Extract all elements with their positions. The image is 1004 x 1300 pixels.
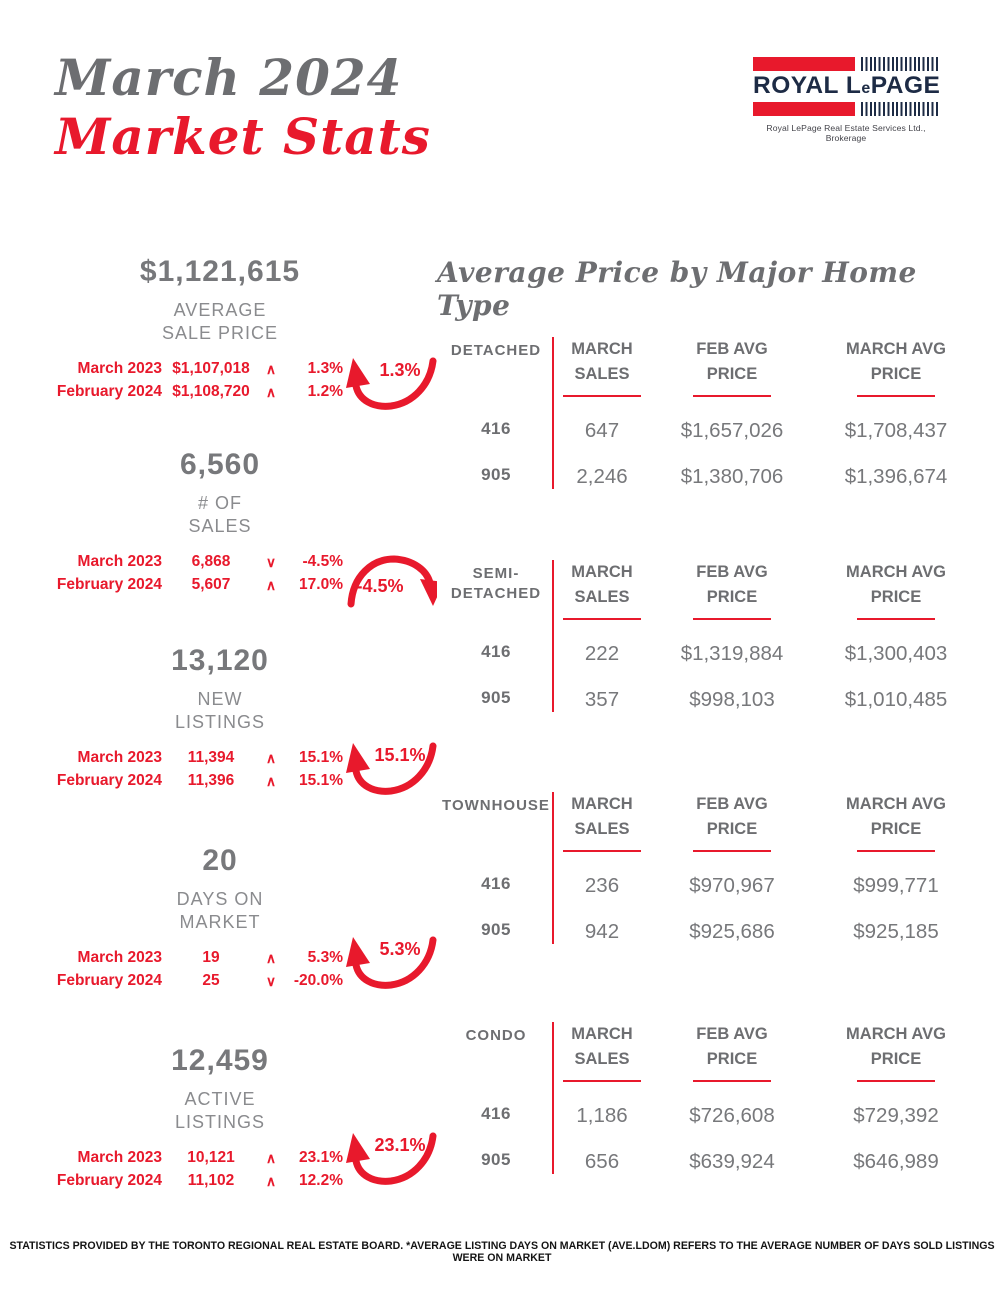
march-avg-price: $1,010,485 [844, 687, 948, 711]
march-sales: 357 [584, 687, 620, 711]
stat-number-of-sales [30, 448, 410, 594]
table-grid [440, 335, 985, 489]
chevron-down-icon: ∨ [265, 554, 277, 570]
compare-value: 10,121 [187, 1149, 235, 1166]
header-line1: FEB AVG [696, 563, 768, 581]
header-line1: FEB AVG [696, 1025, 768, 1043]
stat-label-line2: SALES [188, 515, 252, 536]
compare-period: February 2024 [56, 576, 162, 593]
stat-label-line1: DAYS ON [176, 889, 264, 909]
header-line1: FEB AVG [696, 340, 768, 358]
home-type-label [440, 335, 552, 361]
compare-value: 11,394 [187, 749, 235, 766]
compare-percent: -4.5% [302, 553, 343, 570]
trend-down-arrow-icon [345, 552, 437, 612]
compare-percent: 1.3% [307, 360, 343, 377]
stat-new-listings [30, 644, 426, 790]
column-header-march-sales [552, 1020, 652, 1082]
header-line2: SALES [574, 1049, 630, 1068]
march-sales: 942 [584, 919, 620, 943]
stat-value: 13,120 [171, 644, 269, 677]
logo-stripes-icon [861, 102, 939, 116]
compare-value: 6,868 [191, 553, 231, 570]
logo-bottom-bar [753, 102, 939, 116]
compare-percent: -20.0% [293, 972, 343, 989]
trend-up-arrow-icon [345, 1130, 437, 1190]
stat-label-line2: SALE PRICE [161, 322, 279, 343]
compare-value: 19 [202, 949, 220, 966]
compare-percent: 17.0% [299, 576, 343, 593]
table-grid [440, 1020, 985, 1174]
header-line2: PRICE [870, 819, 922, 838]
chevron-up-icon: ∧ [265, 384, 277, 400]
logo-word-l: L [845, 72, 862, 99]
feb-avg-price: $639,924 [689, 1149, 775, 1173]
column-header-feb-avg-price [652, 335, 812, 397]
logo-red-bar [753, 57, 855, 71]
march-sales: 222 [584, 641, 620, 665]
header-line2: PRICE [870, 587, 922, 606]
feb-avg-price: $970,967 [689, 873, 775, 897]
chevron-up-icon: ∧ [265, 1173, 277, 1189]
column-header-march-sales [552, 558, 652, 620]
stat-days-on-market [30, 844, 421, 990]
march-avg-price: $1,396,674 [844, 464, 948, 488]
header-line1: MARCH [571, 563, 633, 581]
stat-label [30, 1088, 410, 1133]
header-line1: MARCH [571, 1025, 633, 1043]
logo-top-bar [753, 57, 939, 71]
table-grid [440, 790, 985, 944]
logo-tagline: Royal LePage Real Estate Services Ltd., Brokerage [766, 123, 926, 143]
march-avg-price: $1,708,437 [844, 418, 948, 442]
compare-percent: 15.1% [299, 749, 343, 766]
compare-percent: 12.2% [299, 1172, 343, 1189]
header-line2: SALES [574, 587, 630, 606]
march-avg-price: $999,771 [853, 873, 939, 897]
stat-label [30, 888, 410, 933]
home-type-line1: DETACHED [450, 342, 542, 359]
compare-period: March 2023 [77, 949, 162, 966]
trend-percent-label: 15.1% [374, 745, 426, 765]
area-code: 905 [481, 919, 511, 939]
header-line1: MARCH [571, 795, 633, 813]
trend-up-arrow-icon [345, 934, 437, 994]
home-type-label [440, 558, 552, 605]
column-header-march-avg-price [812, 335, 980, 397]
footer-disclaimer: STATISTICS PROVIDED BY THE TORONTO REGIONAL REAL ESTATE BOARD. *AVERAGE LISTING DAYS ON MARKET (AVE.LDOM) REFERS TO THE AVERAGE NUMBER OF DAYS SOLD LISTINGS WERE ON MARKET [9, 1240, 995, 1264]
header-line2: PRICE [706, 587, 758, 606]
compare-percent: 23.1% [299, 1149, 343, 1166]
trend-percent-label: -4.5% [356, 576, 404, 596]
feb-avg-price: $1,319,884 [680, 641, 784, 665]
home-type-label [440, 1020, 552, 1046]
chevron-up-icon: ∧ [265, 750, 277, 766]
stat-label-line1: AVERAGE [173, 300, 267, 320]
column-header-feb-avg-price [652, 558, 812, 620]
march-avg-price: $646,989 [853, 1149, 939, 1173]
trend-percent-label: 23.1% [374, 1135, 426, 1155]
trend-up-arrow-icon [345, 740, 437, 800]
march-sales: 656 [584, 1149, 620, 1173]
header-line2: PRICE [706, 819, 758, 838]
march-avg-price: $1,300,403 [844, 641, 948, 665]
march-sales: 647 [584, 418, 620, 442]
home-type-line1: CONDO [465, 1027, 527, 1044]
area-code: 416 [481, 641, 511, 661]
stat-active-listings [30, 1044, 426, 1190]
home-type-line2: DETACHED [450, 585, 542, 603]
area-code: 905 [481, 464, 511, 484]
header-line2: PRICE [706, 364, 758, 383]
compare-period: February 2024 [56, 383, 162, 400]
feb-avg-price: $1,380,706 [680, 464, 784, 488]
header-line1: MARCH [571, 340, 633, 358]
column-header-march-sales [552, 335, 652, 397]
royal-lepage-logo [753, 57, 939, 143]
logo-stripes-icon [861, 57, 939, 71]
compare-period: March 2023 [77, 553, 162, 570]
stat-label-line2: LISTINGS [174, 1111, 266, 1132]
column-header-march-avg-price [812, 1020, 980, 1082]
home-type-line1: TOWNHOUSE [442, 797, 550, 814]
page-title [55, 48, 431, 166]
price-table-heading: Average Price by Major Home Type [437, 256, 917, 322]
stat-label-line2: MARKET [179, 911, 261, 932]
feb-avg-price: $925,686 [689, 919, 775, 943]
price-table-townhouse [440, 790, 985, 944]
stat-value: 20 [202, 844, 238, 877]
stat-label [30, 688, 410, 733]
compare-period: March 2023 [77, 360, 162, 377]
header-line2: PRICE [706, 1049, 758, 1068]
compare-value: $1,107,018 [172, 360, 250, 377]
stat-label-line1: # OF [197, 493, 242, 513]
stat-value: 12,459 [171, 1044, 269, 1077]
red-divider [552, 560, 554, 712]
price-table-detached [440, 335, 985, 489]
home-type-line1: SEMI- [472, 565, 520, 582]
feb-avg-price: $726,608 [689, 1103, 775, 1127]
stat-label-line1: NEW [197, 689, 243, 709]
header-line1: MARCH AVG [846, 795, 946, 813]
compare-percent: 1.2% [307, 383, 343, 400]
chevron-up-icon: ∧ [265, 1150, 277, 1166]
compare-period: March 2023 [77, 749, 162, 766]
table-grid [440, 558, 985, 712]
compare-value: 11,396 [187, 772, 235, 789]
stat-label-line2: LISTINGS [174, 711, 266, 732]
stat-label [30, 299, 410, 344]
compare-value: 5,607 [191, 576, 231, 593]
trend-percent-label: 1.3% [379, 360, 421, 380]
stat-value: 6,560 [179, 448, 261, 481]
logo-wordmark [753, 72, 939, 100]
area-code: 905 [481, 687, 511, 707]
logo-word-royal: ROYAL [753, 72, 839, 99]
march-sales: 236 [584, 873, 620, 897]
red-divider [552, 337, 554, 489]
compare-period: February 2024 [56, 1172, 162, 1189]
price-table-semi-detached [440, 558, 985, 712]
compare-value: $1,108,720 [172, 383, 250, 400]
stat-average-sale-price [30, 255, 421, 401]
stat-label-line1: ACTIVE [184, 1089, 256, 1109]
header-line2: SALES [574, 364, 630, 383]
compare-percent: 15.1% [299, 772, 343, 789]
logo-word-e: e [861, 80, 871, 97]
march-sales: 1,186 [576, 1103, 628, 1127]
feb-avg-price: $998,103 [689, 687, 775, 711]
compare-value: 11,102 [187, 1172, 235, 1189]
feb-avg-price: $1,657,026 [680, 418, 784, 442]
header-line1: MARCH AVG [846, 340, 946, 358]
compare-period: March 2023 [77, 1149, 162, 1166]
title-subtitle: Market Stats [55, 107, 431, 166]
chevron-up-icon: ∧ [265, 577, 277, 593]
area-code: 416 [481, 1103, 511, 1123]
header-line2: PRICE [870, 1049, 922, 1068]
price-table-condo [440, 1020, 985, 1174]
stat-value: $1,121,615 [139, 255, 301, 288]
title-month: March 2024 [55, 48, 403, 107]
header-line1: MARCH AVG [846, 1025, 946, 1043]
column-header-march-sales [552, 790, 652, 852]
chevron-up-icon: ∧ [265, 773, 277, 789]
march-sales: 2,246 [576, 464, 628, 488]
trend-percent-label: 5.3% [379, 939, 421, 959]
chevron-up-icon: ∧ [265, 950, 277, 966]
column-header-feb-avg-price [652, 790, 812, 852]
red-divider [552, 1022, 554, 1174]
chevron-up-icon: ∧ [265, 361, 277, 377]
header-line1: MARCH AVG [846, 563, 946, 581]
home-type-label [440, 790, 552, 816]
stat-label [30, 492, 410, 537]
logo-red-bar [753, 102, 855, 116]
area-code: 905 [481, 1149, 511, 1169]
red-divider [552, 792, 554, 944]
compare-percent: 5.3% [307, 949, 343, 966]
column-header-march-avg-price [812, 790, 980, 852]
compare-period: February 2024 [56, 772, 162, 789]
area-code: 416 [481, 873, 511, 893]
column-header-march-avg-price [812, 558, 980, 620]
march-avg-price: $729,392 [853, 1103, 939, 1127]
compare-value: 25 [202, 972, 220, 989]
logo-word-page: PAGE [870, 72, 941, 99]
area-code: 416 [481, 418, 511, 438]
header-line2: SALES [574, 819, 630, 838]
chevron-down-icon: ∨ [265, 973, 277, 989]
march-avg-price: $925,185 [853, 919, 939, 943]
column-header-feb-avg-price [652, 1020, 812, 1082]
trend-up-arrow-icon [345, 355, 437, 415]
header-line1: FEB AVG [696, 795, 768, 813]
header-line2: PRICE [870, 364, 922, 383]
compare-period: February 2024 [56, 972, 162, 989]
